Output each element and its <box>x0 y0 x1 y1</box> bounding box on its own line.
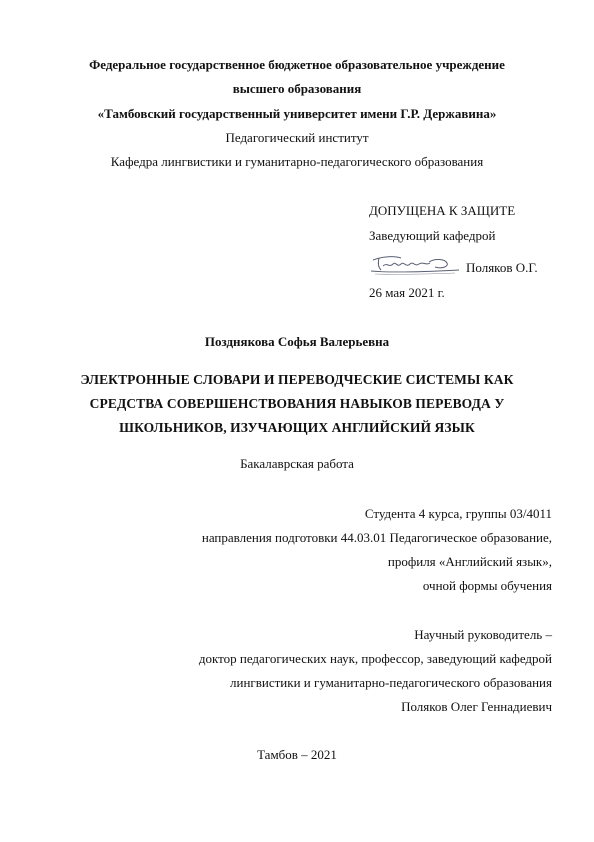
approval-date: 26 мая 2021 г. <box>369 285 445 300</box>
approval-name: Поляков О.Г. <box>466 260 538 275</box>
supervisor-line-3: лингвистики и гуманитарно-педагогического образования <box>230 675 552 690</box>
author-name: Позднякова Софья Валерьевна <box>204 334 390 349</box>
student-info-line-2: направления подготовки 44.03.01 Педагогическое образование, <box>201 530 552 545</box>
supervisor-line-4: Поляков Олег Геннадиевич <box>401 699 552 714</box>
institute-name: Педагогический институт <box>225 130 369 145</box>
student-info-line-4: очной формы обучения <box>422 578 552 593</box>
approval-role: Заведующий кафедрой <box>369 228 496 243</box>
handwritten-signature-icon <box>369 252 461 276</box>
supervisor-line-2: доктор педагогических наук, профессор, заведующий кафедрой <box>198 651 552 666</box>
supervisor-line-1: Научный руководитель – <box>414 627 552 642</box>
signature <box>369 252 461 276</box>
institution-line-1: Федеральное государственное бюджетное образовательное учреждение <box>89 57 505 72</box>
thesis-type: Бакалаврская работа <box>240 456 354 471</box>
thesis-title-line-2: СРЕДСТВА СОВЕРШЕНСТВОВАНИЯ НАВЫКОВ ПЕРЕВОДА У <box>89 396 505 411</box>
thesis-title-line-3: ШКОЛЬНИКОВ, ИЗУЧАЮЩИХ АНГЛИЙСКИЙ ЯЗЫК <box>119 420 475 435</box>
approval-status: ДОПУЩЕНА К ЗАЩИТЕ <box>369 203 516 218</box>
university-name: «Тамбовский государственный университет имени Г.Р. Державина» <box>97 106 497 121</box>
student-info-line-3: профиля «Английский язык», <box>387 554 552 569</box>
student-info-line-1: Студента 4 курса, группы 03/4011 <box>364 506 552 521</box>
thesis-title-line-1: ЭЛЕКТРОННЫЕ СЛОВАРИ И ПЕРЕВОДЧЕСКИЕ СИСТЕМЫ КАК <box>80 372 514 387</box>
city-year: Тамбов – 2021 <box>257 747 337 762</box>
department-name: Кафедра лингвистики и гуманитарно-педагогического образования <box>110 154 484 169</box>
institution-line-2: высшего образования <box>232 81 362 96</box>
